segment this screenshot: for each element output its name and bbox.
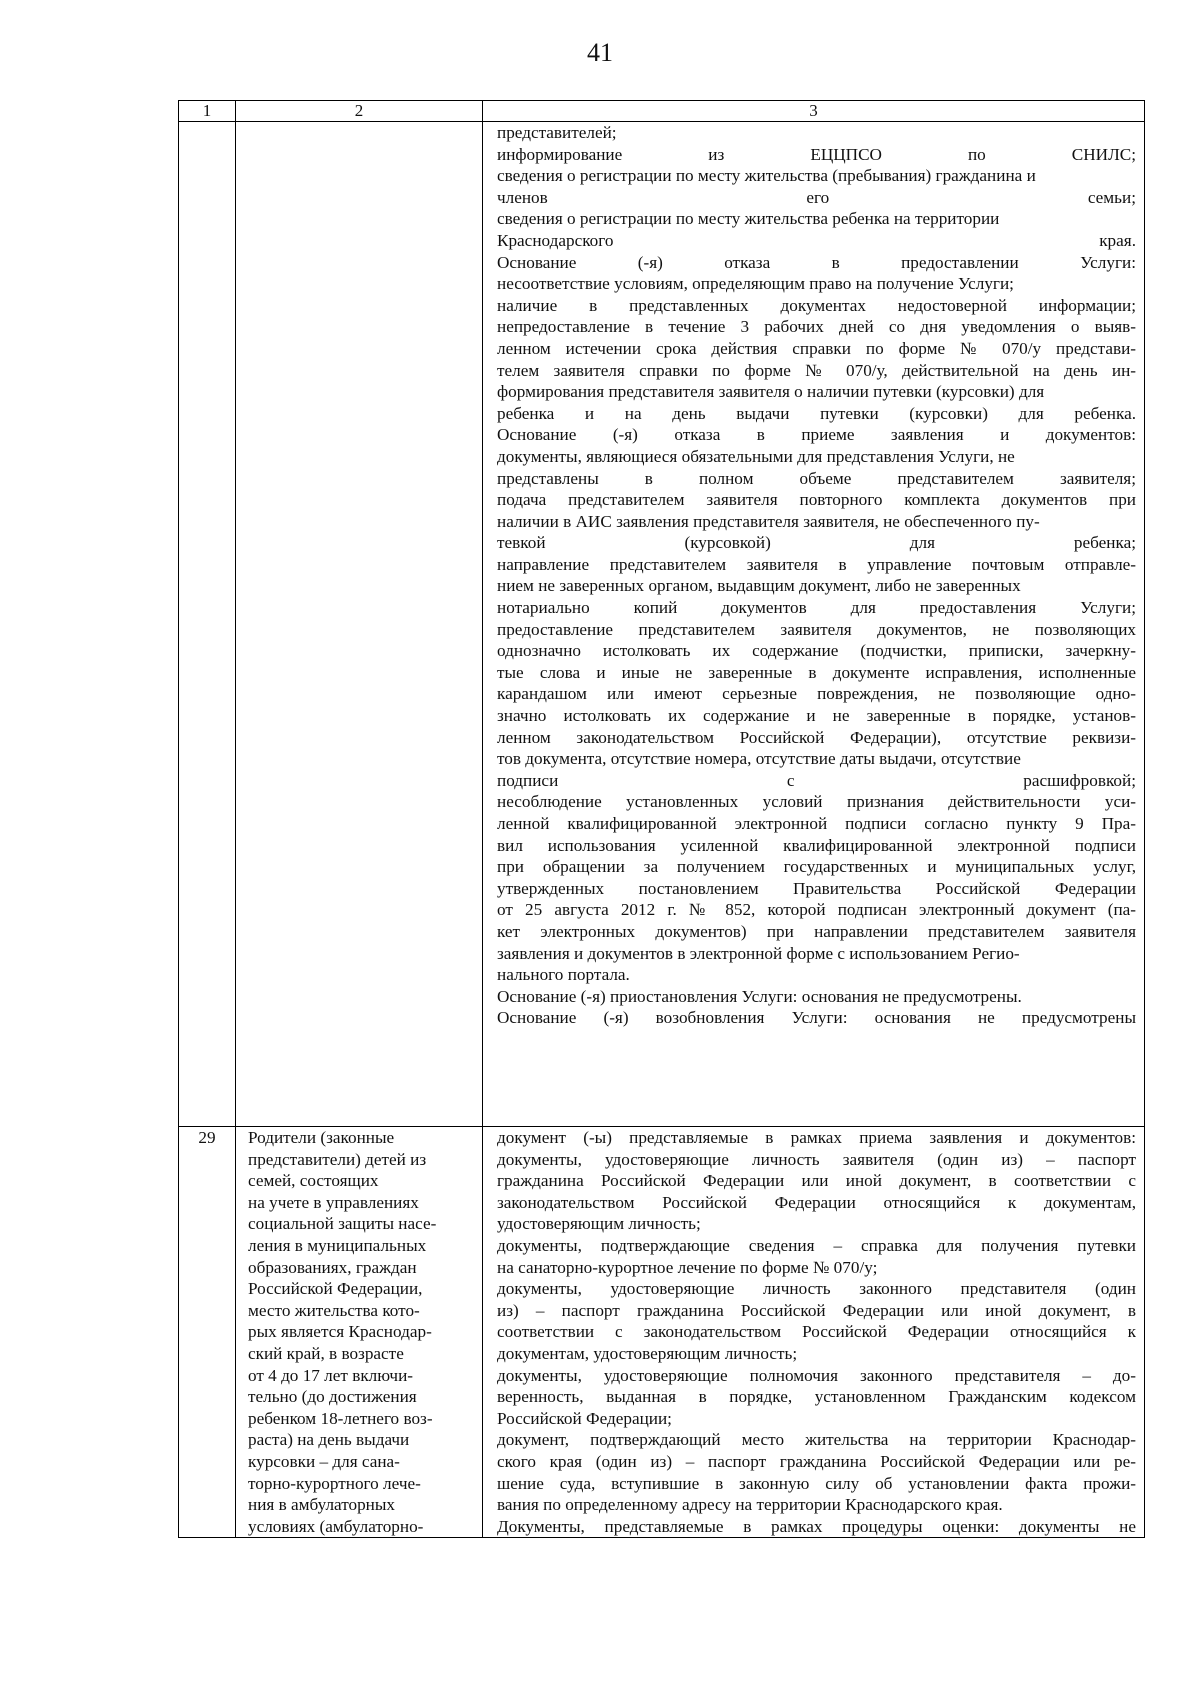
text-line: Краснодарского края. [497,230,1136,250]
text-line: документы, удостоверяющие полномочия законного представителя – до- [497,1365,1136,1385]
table-row-29 [179,1127,1145,1538]
text-line: представлены в полном объеме представителем заявителя; [497,468,1136,488]
text-line: формирования представителя заявителя о наличии путевки (курсовки) для [497,382,1045,402]
text-line: значно истолковать их содержание и не заверенные в порядке, установ- [497,706,1136,726]
text-line: членов его семьи; [497,187,1136,207]
text-line: несоответствие условиям, определяющим право на получение Услуги; [497,274,1014,294]
text-line: Основание (-я) приостановления Услуги: основания не предусмотрены. [497,986,1022,1006]
header-col-2: 2 [236,101,483,122]
text-line: вил использования усиленной квалифицированной электронной подписи [497,835,1136,855]
text-line: торно-курортного лече- [248,1473,421,1493]
table-header-row [179,101,1145,122]
text-line: тевкой (курсовкой) для ребенка; [497,533,1136,553]
row-number-cell: 29 [179,1127,236,1538]
text-line: соответствии с законодательством Российской Федерации относящийся к [497,1322,1136,1342]
text-line: ребенком 18-летнего воз- [248,1408,433,1428]
text-line: вания по определенному адресу на территории Краснодарского края. [497,1495,1003,1515]
text-line: несоблюдение установленных условий признания действительности уси- [497,792,1136,812]
text-line: Российской Федерации; [497,1408,672,1428]
text-line: ребенка и на день выдачи путевки (курсовки) для ребенка. [497,403,1136,423]
text-line: документ (-ы) представляемые в рамках приема заявления и документов: [497,1128,1136,1147]
text-line: курсовки – для сана- [248,1451,400,1471]
text-line: направление представителем заявителя в управление почтовым отправле- [497,554,1136,574]
text-line: сведения о регистрации по месту жительства ребенка на территории [497,209,1000,229]
text-line: тые слова и иные не заверенные в документе исправления, исполненные [497,662,1136,682]
text-line: семей, состоящих [248,1171,379,1191]
text-line: документ, подтверждающий место жительства на территории Краснодар- [497,1430,1136,1450]
text-line: Российской Федерации, [248,1279,423,1299]
text-line: гражданина Российской Федерации или иной документ, в соответствии с [497,1171,1136,1191]
text-line: образованиях, граждан [248,1257,417,1277]
text-line: Основание (-я) отказа в приеме заявления и документов: [497,425,1136,445]
text-line: утвержденных постановлением Правительства Российской Федерации [497,878,1136,898]
text-line: место жительства кото- [248,1300,420,1320]
text-line: предоставление представителем заявителя документов, не позволяющих [497,619,1136,639]
text-line: подача представителем заявителя повторного комплекта документов при [497,490,1136,510]
text-line: условиях (амбулаторно- [248,1516,424,1536]
text-line: документам, удостоверяющим личность; [497,1343,798,1363]
text-line: документы, удостоверяющие личность законного представителя (один [497,1279,1136,1299]
text-line: от 4 до 17 лет включи- [248,1365,413,1385]
text-line: Документы, представляемые в рамках процедуры оценки: документы не [497,1516,1136,1536]
services-table [178,100,1145,1538]
text-line: представители) детей из [248,1149,427,1169]
text-line: Основание (-я) отказа в предоставлении Услуги: [497,252,1136,272]
text-line: нием не заверенных органом, выдавщим документ, либо не заверенных [497,576,1021,596]
page-number: 41 [587,38,613,67]
text-line: веренность, выданная в порядке, установленном Гражданским кодексом [497,1387,1136,1407]
text-line: непредоставление в течение 3 рабочих дней со дня уведомления о выяв- [497,317,1136,337]
text-line: удостоверяющим личность; [497,1214,701,1234]
text-line: тельно (до достижения [248,1387,417,1407]
text-line: нотариально копий документов для предоставления Услуги; [497,598,1136,618]
text-line: социальной защиты насе- [248,1214,437,1234]
table-row-continued [179,122,1145,1127]
text-line: рых является Краснодар- [248,1322,432,1342]
applicant-category-cell [236,122,483,1127]
text-line: сведения о регистрации по месту жительства (пребывания) гражданина и [497,166,1036,186]
text-line: телем заявителя справки по форме № 070/у, действительной на день ин- [497,360,1136,380]
text-line: подписи с расшифровкой; [497,770,1136,790]
applicant-category-cell [236,1127,483,1538]
text-line: карандашом или имеют серьезные повреждения, не позволяющие одно- [497,684,1136,704]
service-details-cell [483,1127,1145,1538]
row-number-cell [179,122,236,1127]
text-line: ленном законодательством Российской Федерации), отсутствие реквизи- [497,727,1136,747]
text-line: на учете в управлениях [248,1192,419,1212]
text-line: Основание (-я) возобновления Услуги: основания не предусмотрены [497,1008,1136,1028]
text-line: документы, удостоверяющие личность заявителя (один из) – паспорт [497,1149,1136,1169]
text-line: ния в амбулаторных [248,1495,396,1515]
text-line: ский край, в возрасте [248,1343,404,1363]
text-line: ского края (один из) – паспорт гражданина Российской Федерации или ре- [497,1451,1136,1471]
text-line: кет электронных документов) при направлении представителем заявителя [497,921,1136,941]
text-line: на санаторно-курортное лечение по форме № 070/у; [497,1257,878,1277]
text-line: ленном истечении срока действия справки по форме № 070/у представи- [497,338,1136,358]
text-line: ления в муниципальных [248,1235,427,1255]
text-line: ленной квалифицированной электронной подписи согласно пункту 9 Пра- [497,814,1136,833]
text-line: тов документа, отсутствие номера, отсутствие даты выдачи, отсутствие [497,749,1021,769]
text-line: от 25 августа 2012 г. № 852, которой подписан электронный документ (па- [497,900,1136,920]
text-line: представителей; [497,123,617,142]
text-line: документы, подтверждающие сведения – справка для получения путевки [497,1235,1136,1255]
text-line: раста) на день выдачи [248,1430,410,1450]
text-line: шение суда, вступившие в законную силу об установлении факта прожи- [497,1473,1136,1493]
text-line: из) – паспорт гражданина Российской Федерации или иной документ, в [497,1300,1136,1320]
text-line: наличии в АИС заявления представителя заявителя, не обеспеченного пу- [497,511,1040,531]
text-line: документы, являющиеся обязательными для представления Услуги, не [497,446,1015,466]
text-line: Родители (законные [248,1128,395,1147]
text-line: наличие в представленных документах недостоверной информации; [497,295,1136,315]
header-col-1: 1 [179,101,236,122]
text-line: информирование из ЕЦЦПСО по СНИЛС; [497,144,1136,164]
text-line: нального портала. [497,965,630,985]
service-details-cell [483,122,1145,1127]
text-line: законодательством Российской Федерации относящийся к документам, [497,1192,1136,1212]
text-line: заявления и документов в электронной форме с использованием Регио- [497,943,1020,963]
header-col-3: 3 [483,101,1145,122]
text-line: при обращении за получением государственных и муниципальных услуг, [497,857,1136,877]
text-line: однозначно истолковать их содержание (подчистки, приписки, зачеркну- [497,641,1136,661]
